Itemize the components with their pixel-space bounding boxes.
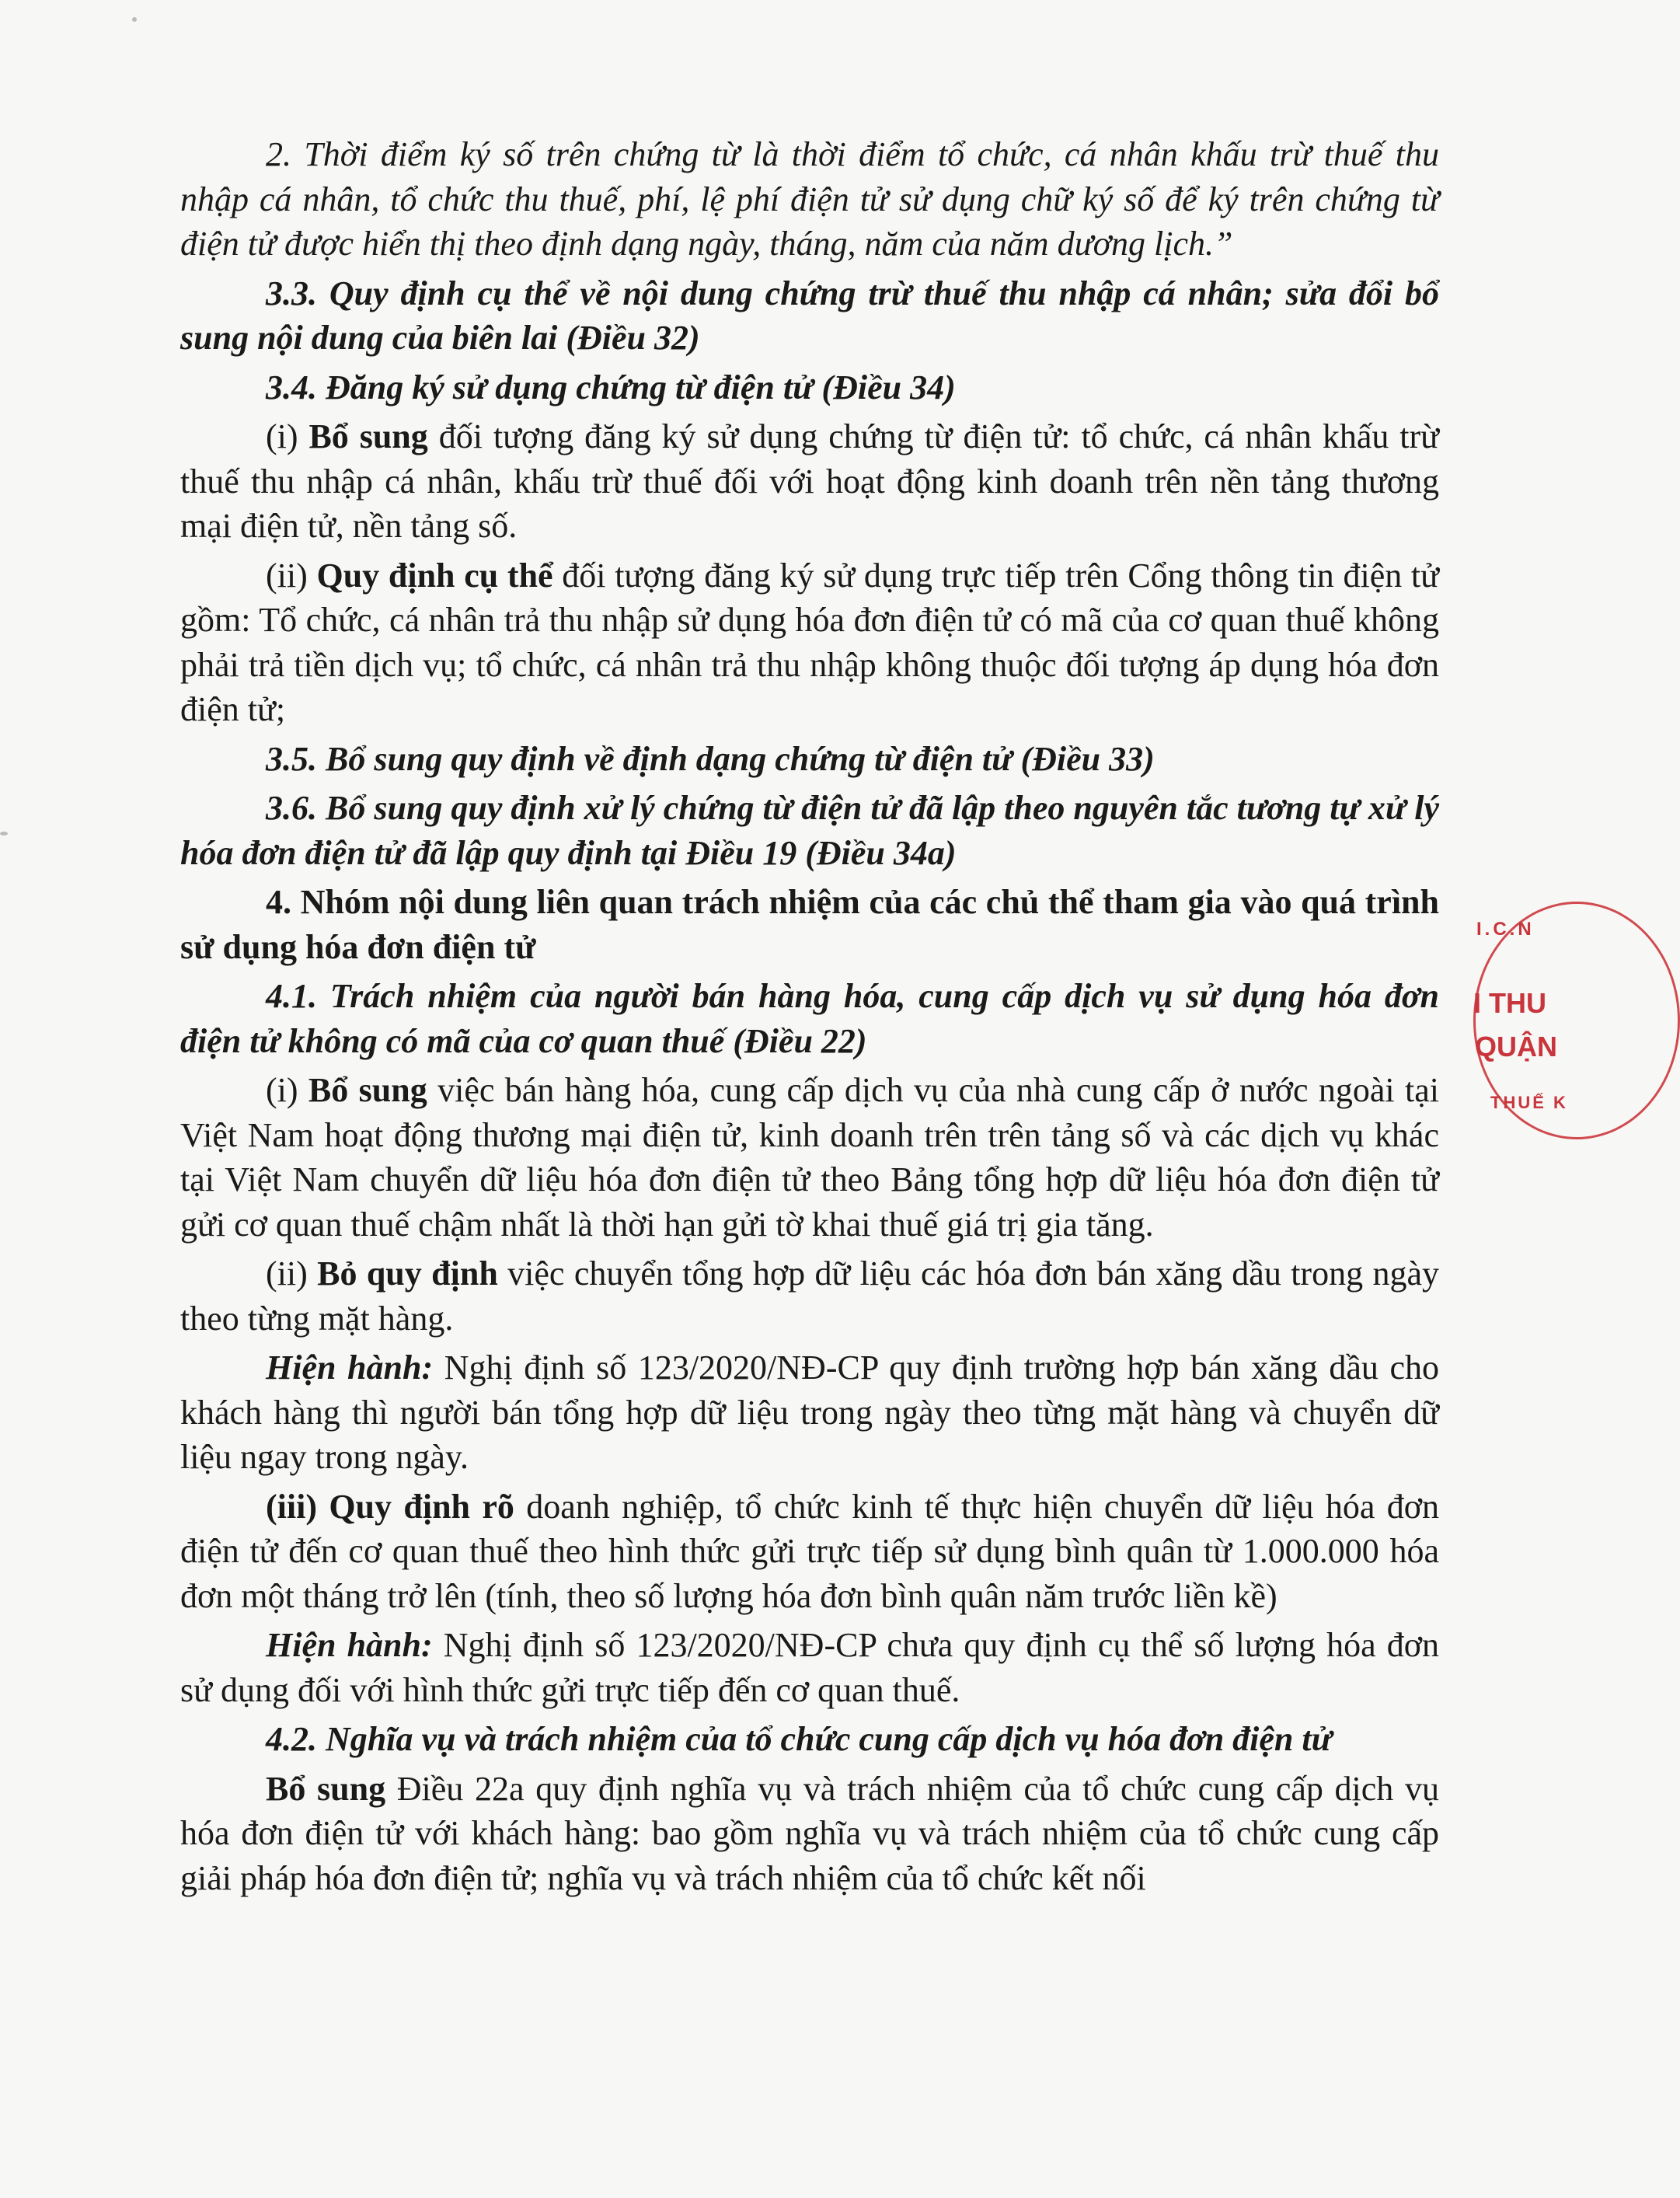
heading-3-3: 3.3. Quy định cụ thể về nội dung chứng trừ thuế thu nhập cá nhân; sửa đổi bổ sung nội dung của biên lai (Điều 32) <box>180 274 1439 357</box>
scan-speck <box>132 17 137 22</box>
paragraph-1: 2. Thời điểm ký số trên chứng từ là thời điểm tổ chức, cá nhân khấu trừ thuế thu nhập cá nhân, tổ chức thu thuế, phí, lệ phí điện tử sử dụng chữ ký số để ký trên chứng từ điện tử được hiển thị theo định dạng ngày, tháng, năm của năm dương lịch.” <box>180 135 1439 263</box>
paragraph-4-2: Bổ sung Điều 22a quy định nghĩa vụ và trách nhiệm của tổ chức cung cấp dịch vụ hóa đơn điện tử với khách hàng: bao gồm nghĩa vụ và trách nhiệm của tổ chức cung cấp giải pháp hóa đơn điện tử; nghĩa vụ và trách nhiệm của tổ chức kết nối <box>180 1769 1439 1897</box>
scan-speck <box>0 832 8 836</box>
stamp-text-1: I.C.N <box>1476 919 1535 940</box>
heading-3-5: 3.5. Bổ sung quy định về định dạng chứng từ điện tử (Điều 33) <box>266 739 1155 778</box>
heading-3-6: 3.6. Bổ sung quy định xử lý chứng từ điện tử đã lập theo nguyên tắc tương tự xử lý hóa đơn điện tử đã lập quy định tại Điều 19 (Điều 34a) <box>180 789 1439 872</box>
heading-3-4: 3.4. Đăng ký sử dụng chứng từ điện tử (Điều 34) <box>266 368 956 406</box>
heading-4-2: 4.2. Nghĩa vụ và trách nhiệm của tổ chức cung cấp dịch vụ hóa đơn điện tử <box>266 1720 1332 1758</box>
paragraph-4-1-i: (i) Bổ sung việc bán hàng hóa, cung cấp dịch vụ của nhà cung cấp ở nước ngoài tại Việt Nam hoạt động thương mại điện tử, kinh doanh trên trên tảng số và các dịch vụ khác tại Việt Nam chuyển dữ liệu hóa đơn điện tử theo Bảng tổng hợp dữ liệu hóa đơn điện tử gửi cơ quan thuế chậm nhất là thời hạn gửi tờ khai thuế giá trị gia tăng. <box>180 1071 1439 1244</box>
paragraph-hien-hanh-1: Hiện hành: Nghị định số 123/2020/NĐ-CP quy định trường hợp bán xăng dầu cho khách hàng thì người bán tổng hợp dữ liệu trong ngày theo từng mặt hàng và chuyển dữ liệu ngay trong ngày. <box>180 1348 1439 1476</box>
document-body <box>180 132 1439 1905</box>
paragraph-4-1-iii: (iii) Quy định rõ doanh nghiệp, tổ chức kinh tế thực hiện chuyển dữ liệu hóa đơn điện tử đến cơ quan thuế theo hình thức gửi trực tiếp sử dụng bình quân từ 1.000.000 hóa đơn một tháng trở lên (tính, theo số lượng hóa đơn bình quân năm trước liền kề) <box>180 1487 1439 1615</box>
heading-4-1: 4.1. Trách nhiệm của người bán hàng hóa, cung cấp dịch vụ sử dụng hóa đơn điện tử không có mã của cơ quan thuế (Điều 22) <box>180 977 1439 1060</box>
paragraph-3-4-i: (i) Bổ sung đối tượng đăng ký sử dụng chứng từ điện tử: tổ chức, cá nhân khấu trừ thuế thu nhập cá nhân, khấu trừ thuế đối với hoạt động kinh doanh trên nền tảng thương mại điện tử, nền tảng số. <box>180 417 1440 545</box>
heading-4: 4. Nhóm nội dung liên quan trách nhiệm của các chủ thể tham gia vào quá trình sử dụng hóa đơn điện tử <box>180 883 1439 966</box>
stamp-text-2: I THU <box>1473 987 1546 1019</box>
stamp-text-4: THUẾ K <box>1490 1093 1568 1112</box>
paragraph-hien-hanh-2: Hiện hành: Nghị định số 123/2020/NĐ-CP chưa quy định cụ thể số lượng hóa đơn sử dụng đối với hình thức gửi trực tiếp đến cơ quan thuế. <box>180 1626 1440 1709</box>
red-stamp <box>1452 894 1568 1143</box>
stamp-text-3: QUẬN <box>1475 1031 1557 1062</box>
paragraph-4-1-ii: (ii) Bỏ quy định việc chuyển tổng hợp dữ liệu các hóa đơn bán xăng dầu trong ngày theo từng mặt hàng. <box>180 1254 1439 1338</box>
paragraph-3-4-ii: (ii) Quy định cụ thể đối tượng đăng ký sử dụng trực tiếp trên Cổng thông tin điện tử gồm: Tổ chức, cá nhân trả thu nhập sử dụng hóa đơn điện tử có mã của cơ quan thuế không phải trả tiền dịch vụ; tổ chức, cá nhân trả thu nhập không thuộc đối tượng áp dụng hóa đơn điện tử; <box>180 556 1439 728</box>
